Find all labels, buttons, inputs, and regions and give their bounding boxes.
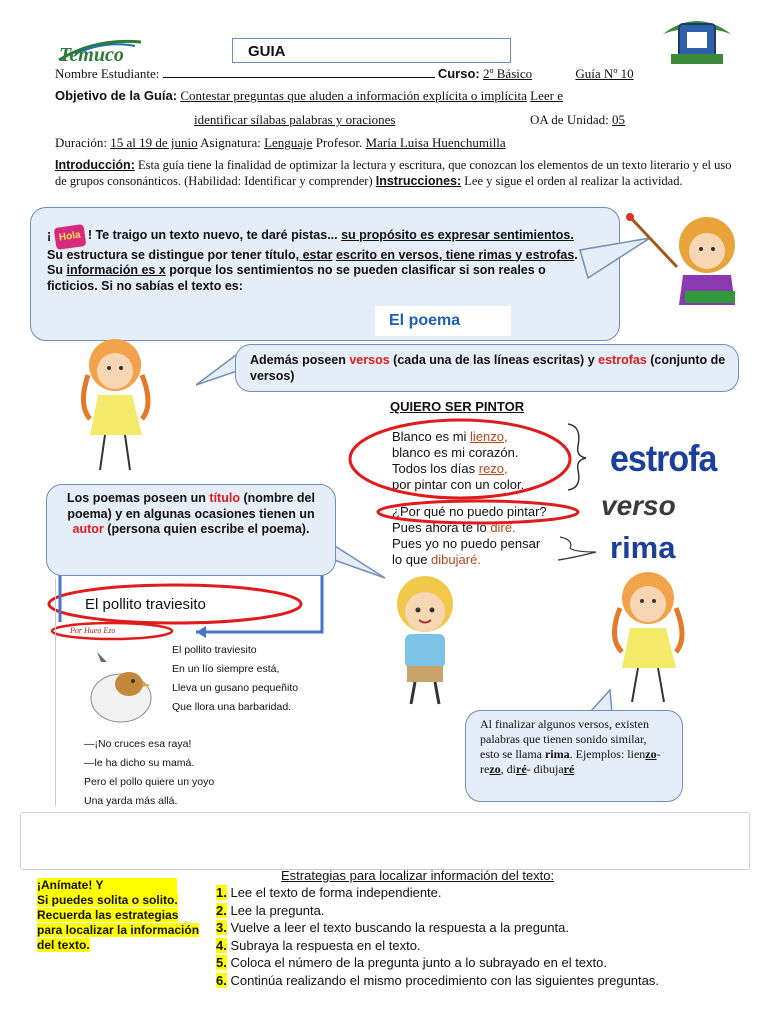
- rhyme-example-label: . Ejemplos: lien: [569, 747, 646, 761]
- duration-label: Duración:: [55, 135, 107, 150]
- blank-answer-box[interactable]: [20, 812, 750, 870]
- answer-text: El poema: [389, 312, 461, 329]
- teacher-value: María Luisa Huenchumilla: [365, 135, 506, 150]
- poem-line: El pollito traviesito: [172, 644, 257, 656]
- bubble-line2-end: .: [574, 247, 578, 262]
- pollito-author: Por Hueo Ezo: [70, 626, 116, 635]
- verse-text: Pues yo no puedo pensar: [392, 536, 541, 551]
- rhyme-syllable: ré: [516, 762, 527, 776]
- intro-label: Introducción:: [55, 158, 135, 172]
- strategies-title: Estrategias para localizar información del texto:: [281, 868, 555, 883]
- verse-text: blanco es mi corazón.: [392, 445, 519, 460]
- rhyme-syllable: zo: [645, 747, 657, 761]
- strategy-number: 1.: [216, 885, 227, 900]
- curso-label: Curso:: [437, 66, 480, 81]
- strategy-number: 5.: [216, 955, 227, 970]
- strategy-item: [216, 937, 761, 955]
- strategy-number: 2.: [216, 902, 227, 918]
- student-row: [55, 65, 735, 82]
- boy-illustration-icon: [375, 570, 475, 710]
- hola-badge: Hola: [53, 224, 85, 249]
- strategy-item: [216, 902, 761, 920]
- school-logo: [55, 34, 145, 68]
- strategy-number: 4.: [216, 937, 227, 953]
- subject-value: Lenguaje: [264, 135, 313, 150]
- rhyme-word: lienzo,: [470, 429, 508, 444]
- pollito-title: El pollito traviesito: [85, 596, 206, 613]
- seal-icon: [657, 12, 737, 66]
- speech-bubble-verses: [235, 344, 739, 392]
- duration-value: 15 al 19 de junio: [110, 135, 198, 150]
- objective-text-3: identificar sílabas palabras y oraciones: [194, 112, 396, 127]
- strategy-item: [216, 919, 761, 937]
- student-name-field[interactable]: [163, 65, 435, 78]
- rhyme-word: dibujaré.: [431, 552, 481, 567]
- title-author-text2: (nombre del poema) y en algunas ocasiones tienen un: [67, 491, 315, 521]
- strategy-text: Coloca el número de la pregunta junto a lo subrayado en el texto.: [230, 955, 607, 970]
- encouragement-line2: Si puedes solita o solito. Recuerda las estrategias para localizar la información del texto.: [37, 893, 200, 952]
- strategy-item: [216, 972, 761, 990]
- subject-label: Asignatura:: [200, 135, 261, 150]
- rhyme-example: -re: [480, 747, 661, 776]
- speech-bubble-rhyme: [465, 710, 683, 802]
- strategy-number: 3.: [216, 920, 227, 935]
- objective-text-2: Leer e: [530, 88, 563, 103]
- verse-text: lo que: [392, 552, 428, 567]
- strategy-text: Continúa realizando el mismo procedimiento con las siguientes preguntas.: [230, 972, 659, 988]
- speech-bubble-title-author: [46, 484, 336, 576]
- rhyme-syllable: zo: [489, 762, 501, 776]
- logo-text: Temuco: [59, 44, 124, 66]
- poem-line: Lleva un gusano pequeñito: [172, 682, 299, 694]
- strategy-text: Subraya la respuesta en el texto.: [230, 937, 421, 953]
- rhyme-explanation: Al finalizar algunos versos, existen palabras que tienen sonido similar, esto se llama: [480, 717, 649, 761]
- stanza-2: [392, 504, 547, 568]
- intro-text: Esta guía tiene la finalidad de optimizar la lectura y escritura, que conozcan los elementos de un texto literario y el uso de grupos consonánticos. (Habilidad: Identificar y comprender): [55, 158, 732, 188]
- duration-row: [55, 135, 506, 151]
- answer-box[interactable]: [375, 306, 511, 336]
- strategy-item: [216, 954, 761, 972]
- guide-title: GUIA: [248, 43, 286, 60]
- label-rima: rima: [610, 530, 676, 565]
- pollito-lines-2: [84, 735, 214, 811]
- author-word: autor: [72, 522, 104, 536]
- rhyme-term: rima: [544, 747, 570, 761]
- verses-word: versos: [349, 353, 390, 367]
- verses-text1: Además poseen: [250, 353, 346, 367]
- oa-row: [530, 112, 625, 128]
- oa-label: OA de Unidad:: [530, 112, 609, 127]
- strategy-number: 6.: [216, 972, 227, 988]
- objective-text: Contestar preguntas que aluden a información explícita o implícita: [180, 88, 527, 103]
- verse-text: Todos los días: [392, 461, 476, 476]
- instructions-label: Instrucciones:: [375, 174, 462, 188]
- bubble-structure: escrito en versos, tiene rimas y estrofas: [335, 247, 575, 262]
- verse-text: Pues ahora te lo: [392, 520, 487, 535]
- school-seal: [657, 12, 737, 66]
- introduction: [55, 157, 745, 189]
- poem-line: Una yarda más allá.: [84, 795, 178, 807]
- guia-number: Guía Nº 10: [575, 66, 634, 81]
- strategy-text: Vuelve a leer el texto buscando la respuesta a la pregunta.: [230, 920, 569, 935]
- chick-illustration-icon: [85, 648, 165, 728]
- girl-illustration-icon: [60, 335, 170, 480]
- encouragement-box: [37, 878, 201, 953]
- bubble-open-mark: ¡: [47, 228, 52, 242]
- student-label: Nombre Estudiante:: [55, 66, 160, 81]
- bubble-line2: Su estructura se distingue por tener título: [47, 247, 296, 262]
- title-box: [232, 38, 511, 63]
- bubble-line1: ! Te traigo un texto nuevo, te daré pistas...: [87, 228, 338, 242]
- verse-text: por pintar con un color.: [392, 477, 525, 492]
- rhyme-sep: ,: [500, 762, 504, 776]
- label-verso: verso: [601, 490, 676, 521]
- pollito-lines-1: [172, 641, 298, 717]
- speech-bubble-intro: [30, 207, 620, 341]
- rhyme-word: rezo,: [478, 461, 508, 476]
- strategies-list: [216, 884, 761, 989]
- poem-line: Pero el pollo quiere un yoyo: [84, 776, 215, 788]
- verses-text3: (conjunto de versos): [250, 353, 726, 383]
- bubble-line3-rest: porque los sentimientos no se pueden clasificar si son reales o ficticios. Si no sabías el texto es:: [47, 263, 546, 293]
- title-word: título: [209, 491, 240, 505]
- bubble-info-type: información es x: [66, 263, 166, 277]
- stanza-1: [392, 429, 524, 493]
- poem-line: En un lío siempre está,: [172, 663, 280, 675]
- rhyme-example: - dibuja: [526, 762, 564, 776]
- poem-line: —¡No cruces esa raya!: [84, 738, 192, 750]
- poem-line: —le ha dicho su mamá.: [84, 757, 195, 769]
- rhyme-syllable: ré: [563, 762, 575, 776]
- strategy-text: Lee la pregunta.: [230, 902, 325, 918]
- bubble-purpose: su propósito es expresar sentimientos.: [341, 228, 574, 242]
- rhyme-word: diré.: [490, 520, 516, 535]
- teacher-illustration-icon: [625, 205, 745, 315]
- bubble-line2-sep: , estar: [295, 247, 333, 262]
- instructions-text: Lee y sigue el orden al realizar la actividad.: [464, 174, 683, 188]
- girl-illustration-right-icon: [590, 568, 705, 708]
- poem-title: QUIERO SER PINTOR: [390, 399, 525, 414]
- strategy-item: [216, 884, 761, 902]
- rhyme-example: di: [506, 762, 516, 776]
- stanzas-word: estrofas: [598, 353, 647, 367]
- poem-line: Que llora una barbaridad.: [172, 701, 292, 713]
- teacher-label: Profesor.: [315, 135, 363, 150]
- verse-text: Blanco es mi: [392, 429, 467, 444]
- bubble-line3: Su: [47, 263, 63, 277]
- verses-text2: (cada una de las líneas escritas) y: [393, 353, 595, 367]
- title-author-text1: Los poemas poseen un: [67, 491, 206, 505]
- objective-label: Objetivo de la Guía:: [55, 88, 178, 103]
- strategy-text: Lee el texto de forma independiente.: [230, 885, 442, 900]
- encouragement-line1: ¡Anímate! Y: [37, 878, 177, 893]
- label-estrofa: estrofa: [610, 438, 717, 480]
- oa-value: 05: [611, 112, 625, 127]
- curso-value: 2º Básico: [482, 66, 533, 81]
- objective-row: [55, 88, 745, 104]
- title-author-text3: (persona quien escribe el poema).: [107, 522, 310, 536]
- verse-text: ¿Por qué no puedo pintar?: [392, 504, 547, 519]
